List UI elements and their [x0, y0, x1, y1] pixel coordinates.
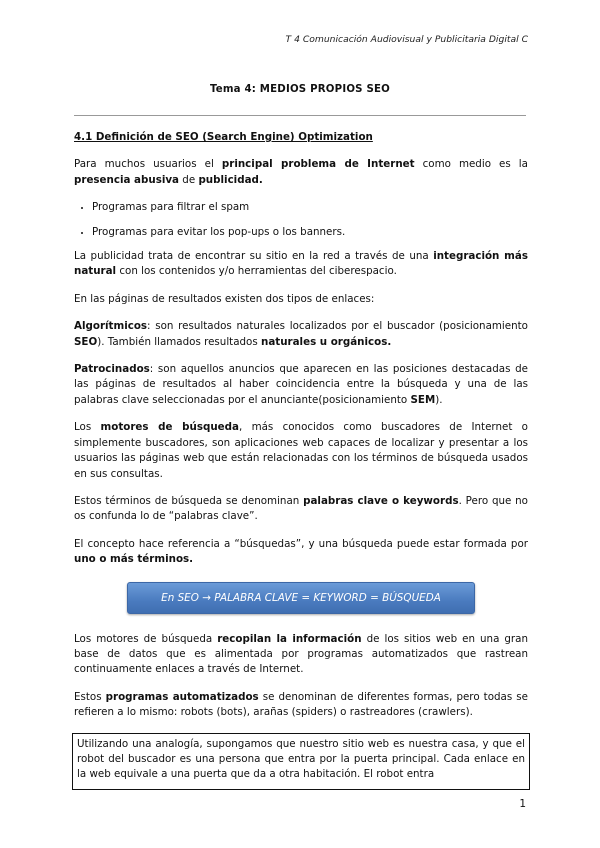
paragraph-concepto: El concepto hace referencia a “búsquedas”, y una búsqueda puede estar formada por uno o más términos.	[74, 537, 528, 566]
list-item: • Programas para evitar los pop-ups o los banners.	[92, 225, 528, 240]
page-number: 1	[519, 798, 526, 810]
paragraph-recopilan: Los motores de búsqueda recopilan la información de los sitios web en una gran base de datos que es alimentada por programas automatizados que rastrean continuamente enlaces a través de Internet.	[74, 632, 529, 676]
paragraph-patrocinados: Patrocinados: son aquellos anuncios que aparecen en las posiciones destacadas de las páginas de resultados al haber coincidencia entre la búsqueda y una de las palabras clave seleccionadas por el anunciante(posicionamiento SEM).	[74, 363, 528, 406]
section-heading: 4.1 Definición de SEO (Search Engine) Optimization	[74, 131, 373, 143]
analogy-box: Utilizando una analogía, supongamos que nuestro sitio web es nuestra casa, y que el robot del buscador es una persona que entra por la puerta principal. Cada enlace en la web equivale a una puerta que da a otra habitación. El robot entra	[72, 733, 530, 790]
paragraph-motores: Los motores de búsqueda, más conocidos como buscadores de Internet o simplemente buscadores, son aplicaciones web capaces de localizar y presentar a los usuarios las páginas web que están relacionadas con los términos de búsqueda usados en sus consultas.	[74, 421, 528, 480]
page-title: Tema 4: MEDIOS PROPIOS SEO	[209, 84, 391, 95]
paragraph-programas: Estos programas automatizados se denominan de diferentes formas, pero todas se refieren a lo mismo: robots (bots), arañas (spiders) o rastreadores (crawlers).	[74, 690, 528, 719]
document-body	[74, 130, 528, 790]
banner-container	[74, 582, 528, 614]
list-item: • Programas para filtrar el spam	[92, 200, 528, 215]
keyword-banner: En SEO → PALABRA CLAVE = KEYWORD = BÚSQUEDA	[127, 582, 475, 614]
paragraph-keywords: Estos términos de búsqueda se denominan palabras clave o keywords. Pero que no os confunda lo de “palabras clave”.	[74, 494, 528, 523]
paragraph-intro: Para muchos usuarios el principal problema de Internet como medio es la presencia abusiva de publicidad.	[74, 158, 528, 186]
paragraph-enlaces: En las páginas de resultados existen dos tipos de enlaces:	[74, 292, 375, 305]
running-header: T 4 Comunicación Audiovisual y Publicitaria Digital C	[285, 34, 528, 45]
paragraph-publicidad: La publicidad trata de encontrar su sitio en la red a través de una integración más natural con los contenidos y/o herramientas del ciberespacio.	[74, 250, 528, 278]
title-divider	[74, 115, 526, 116]
bullet-list	[74, 200, 528, 240]
paragraph-algoritmicos: Algorítmicos: son resultados naturales localizados por el buscador (posicionamiento SEO). También llamados resultados naturales u orgánicos.	[74, 320, 528, 348]
